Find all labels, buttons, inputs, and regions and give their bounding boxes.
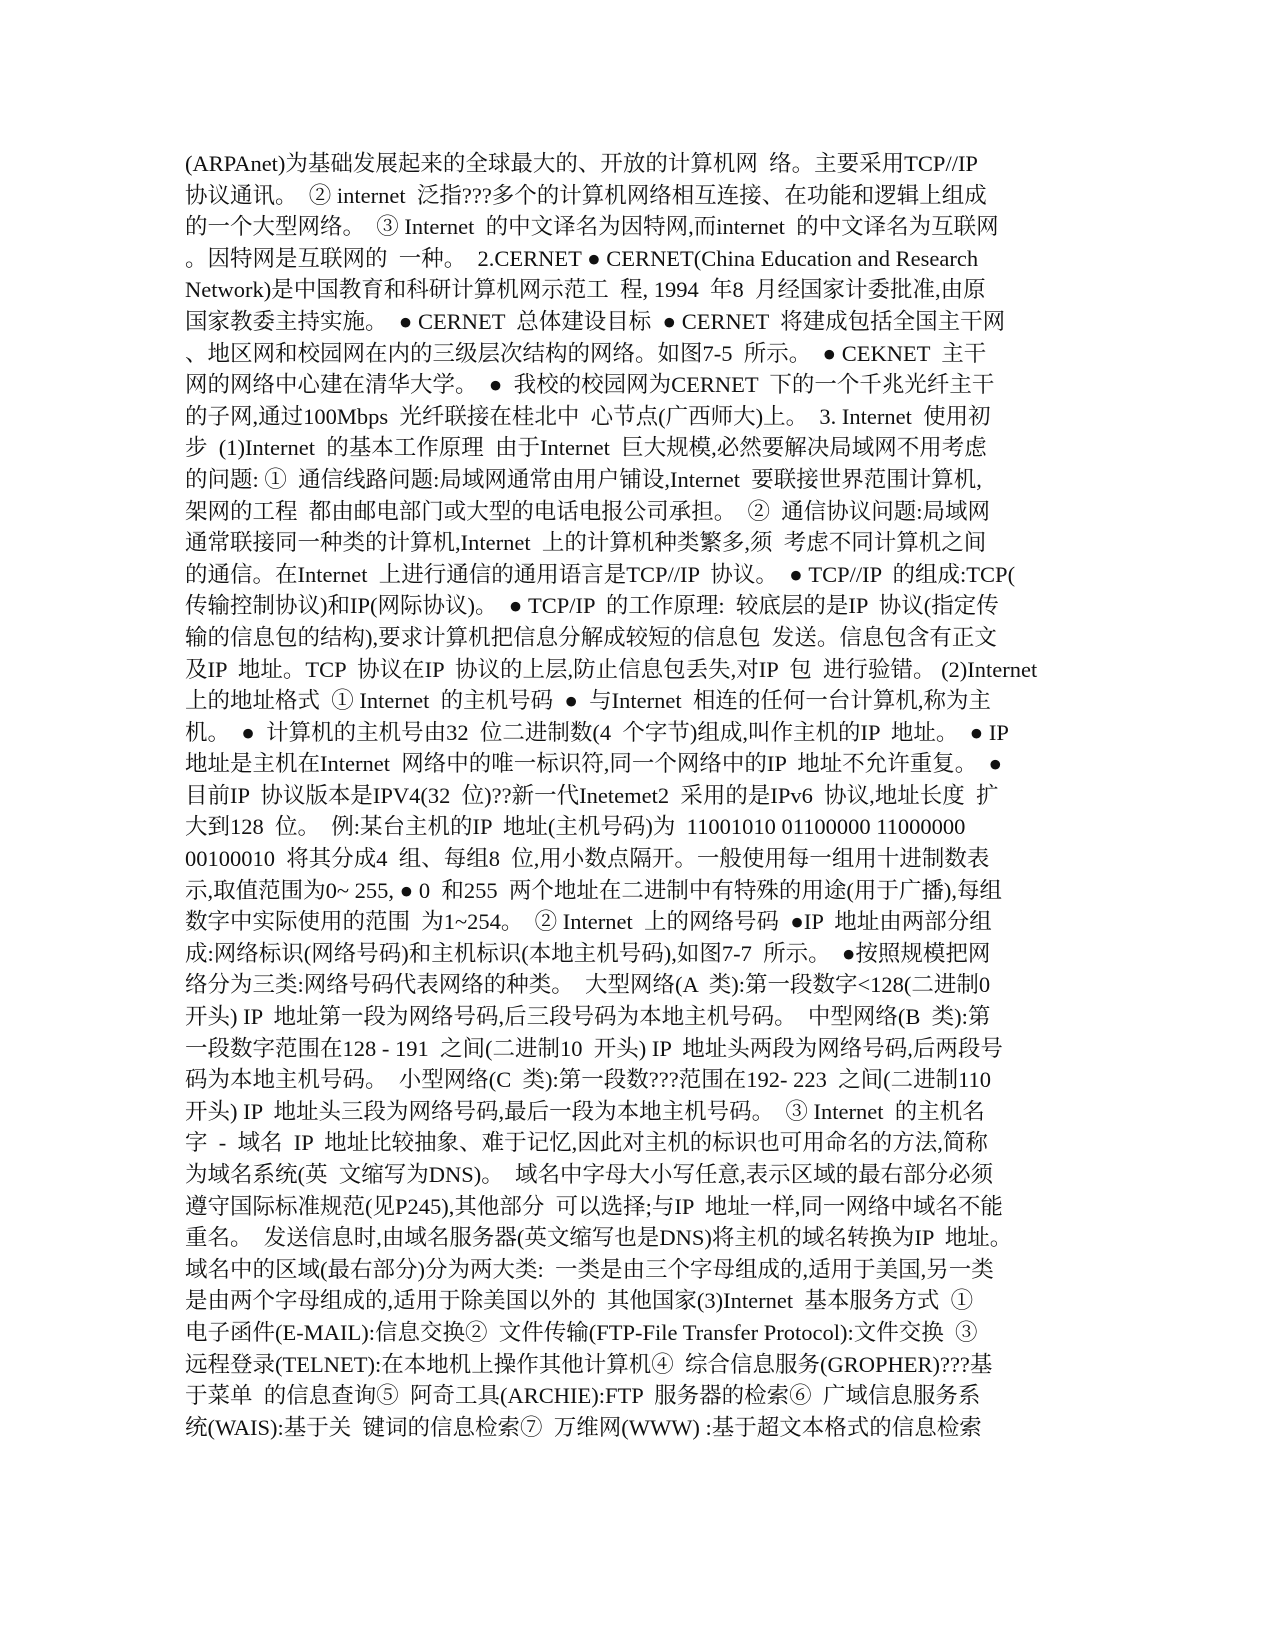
text-line: 通常联接同一种类的计算机,Internet 上的计算机种类繁多,须 考虑不同计算机之间 [185,530,987,556]
text-line: 域名中的区域(最右部分)分为两大类: 一类是由三个字母组成的,适用于美国,另一类 [185,1256,994,1282]
text-line: 的问题: ① 通信线路问题:局域网通常由用户铺设,Internet 要联接世界范围计算机, [185,466,982,492]
text-line: 的子网,通过100Mbps 光纤联接在桂北中 心节点(广西师大)上。 3. Internet 使用初 [185,403,991,429]
text-line: 、地区网和校园网在内的三级层次结构的网络。如图7-5 所示。 ● CEKNET 主干 [185,340,987,366]
text-line: 成:网络标识(网络号码)和主机标识(本地主机号码),如图7-7 所示。 ●按照规模把网 [185,940,991,966]
text-line: 统(WAIS):基于关 键词的信息检索⑦ 万维网(WWW) :基于超文本格式的信息检索 [185,1414,982,1440]
text-line: 协议通讯。 ② internet 泛指???多个的计算机网络相互连接、在功能和逻辑上组成 [185,182,987,208]
text-line: 一段数字范围在128 - 191 之间(二进制10 开头) IP 地址头两段为网络号码,后两段号 [185,1035,1003,1061]
text-line: 上的地址格式 ① Internet 的主机号码 ● 与Internet 相连的任何一台计算机,称为主 [185,688,992,714]
text-line: 地址是主机在Internet 网络中的唯一标识符,同一个网络中的IP 地址不允许重复。 ● [185,751,1003,777]
text-line: 开头) IP 地址头三段为网络号码,最后一段为本地主机号码。 ③ Internet 的主机名 [185,1098,985,1124]
text-line: (ARPAnet)为基础发展起来的全球最大的、开放的计算机网 络。主要采用TCP//IP [185,151,978,176]
text-line: 输的信息包的结构),要求计算机把信息分解成较短的信息包 发送。信息包含有正文 [185,624,997,650]
text-line: 重名。 发送信息时,由域名服务器(英文缩写也是DNS)将主机的域名转换为IP 地址。 [185,1225,1013,1251]
text-line: 于菜单 的信息查询⑤ 阿奇工具(ARCHIE):FTP 服务器的检索⑥ 广域信息服务系 [185,1383,981,1409]
text-line: 及IP 地址。TCP 协议在IP 协议的上层,防止信息包丢失,对IP 包 进行验错。 (2)Internet [185,656,1038,682]
text-line: 远程登录(TELNET):在本地机上操作其他计算机④ 综合信息服务(GROPHER)???基 [185,1351,993,1377]
text-line: 步 (1)Internet 的基本工作原理 由于Internet 巨大规模,必然要解决局域网不用考虑 [185,435,987,461]
text-line: 的通信。在Internet 上进行通信的通用语言是TCP//IP 协议。 ● TCP//IP 的组成:TCP( [185,561,1016,587]
text-line: 电子函件(E-MAIL):信息交换② 文件传输(FTP-File Transfer Protocol):文件交换 ③ [185,1319,978,1345]
text-line: 码为本地主机号码。 小型网络(C 类):第一段数???范围在192- 223 之间(二进制110 [185,1067,991,1093]
text-line: Network)是中国教育和科研计算机网示范工 程, 1994 年8 月经国家计委批准,由原 [185,277,986,303]
text-line: 的一个大型网络。 ③ Internet 的中文译名为因特网,而internet 的中文译名为互联网 [185,214,999,240]
text-line: 数字中实际使用的范围 为1~254。 ② Internet 上的网络号码 ●IP 地址由两部分组 [185,909,992,935]
text-line: 为域名系统(英 文缩写为DNS)。 域名中字母大小写任意,表示区域的最右部分必须 [185,1162,994,1187]
text-line: 大到128 位。 例:某台主机的IP 地址(主机号码)为 11001010 01100000 11000000 [185,814,966,840]
text-line: 传输控制协议)和IP(网际协议)。 ● TCP/IP 的工作原理: 较底层的是IP 协议(指定传 [185,593,999,619]
text-line: 国家教委主持实施。 ● CERNET 总体建设目标 ● CERNET 将建成包括全国主干网 [185,308,1006,334]
text-line: 网的网络中心建在清华大学。 ● 我校的校园网为CERNET 下的一个千兆光纤主干 [185,372,995,398]
text-line: 。因特网是互联网的 一种。 2.CERNET ● CERNET(China Education and Research [185,245,979,271]
text-line: 00100010 将其分成4 组、每组8 位,用小数点隔开。一般使用每一组用十进制数表 [185,846,990,872]
text-line: 开头) IP 地址第一段为网络号码,后三段号码为本地主机号码。 中型网络(B 类):第 [185,1004,991,1030]
text-line: 目前IP 协议版本是IPV4(32 位)??新一代Inetemet2 采用的是IPv6 协议,地址长度 扩 [185,782,999,808]
text-line: 架网的工程 都由邮电部门或大型的电话电报公司承担。 ② 通信协议问题:局域网 [185,498,991,524]
text-line: 机。 ● 计算机的主机号由32 位二进制数(4 个字节)组成,叫作主机的IP 地址。 ● IP [185,719,1009,745]
text-line: 遵守国际标准规范(见P245),其他部分 可以选择;与IP 地址一样,同一网络中域名不能 [185,1193,1003,1219]
body-text [185,148,1115,1443]
text-line: 示,取值范围为0~ 255, ● 0 和255 两个地址在二进制中有特殊的用途(用于广播),每组 [185,877,1002,903]
text-line: 络分为三类:网络号码代表网络的种类。 大型网络(A 类):第一段数字<128(二进制0 [185,972,991,998]
text-line: 是由两个字母组成的,适用于除美国以外的 其他国家(3)Internet 基本服务方式 ① [185,1288,974,1314]
text-line: 字 - 域名 IP 地址比较抽象、难于记忆,因此对主机的标识也可用命名的方法,简称 [185,1130,988,1156]
